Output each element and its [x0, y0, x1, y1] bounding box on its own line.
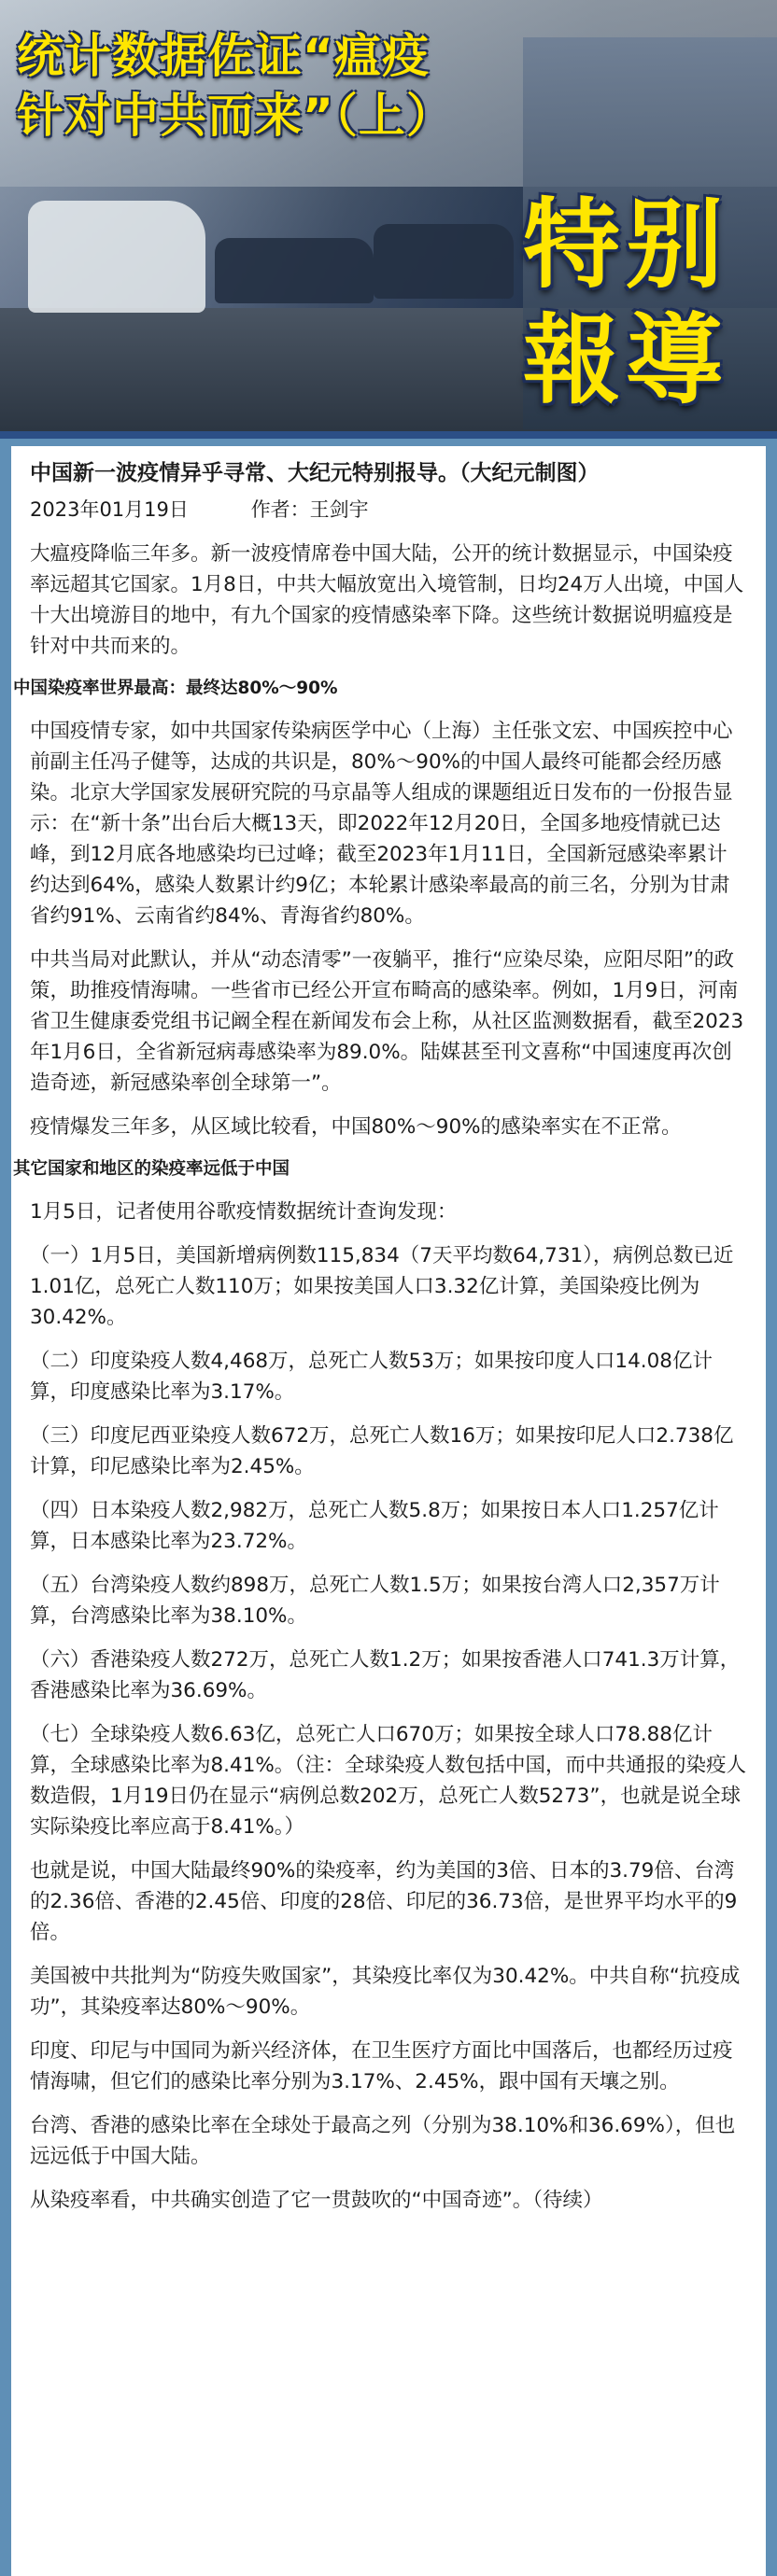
list-item: （四）日本染疫人数2,982万，总死亡人数5.8万；如果按日本人口1.257亿计算，日本感染比率为23.72%。	[30, 1499, 719, 1553]
publish-date: 2023年01月19日	[30, 498, 189, 521]
special-report-line2: 報導	[522, 303, 728, 417]
hero-title-line2: 针对中共而来”（上）	[17, 89, 454, 143]
paragraph: 美国被中共批判为“防疫失败国家”，其染疫比率仅为30.42%。中共自称“抗疫成功”，其染疫率达80%～90%。	[30, 1965, 741, 2019]
list-item: （六）香港染疫人数272万，总死亡人数1.2万；如果按香港人口741.3万计算，香港感染比率为36.69%。	[30, 1648, 741, 1702]
paragraph: 中共当局对此默认，并从“动态清零”一夜躺平，推行“应染尽染，应阳尽阳”的政策，助推疫情海啸。一些省市已经公开宣布畸高的感染率。例如，1月9日，河南省卫生健康委党组书记阚全程在新闻发布会上称，从社区监测数据看，截至2023年1月6日，全省新冠病毒感染率为89.0%。陆媒甚至刊文喜称“中国速度再次创造奇迹，新冠感染率创全球第一”。	[30, 948, 744, 1095]
hero-bottom-bar	[0, 431, 777, 439]
special-report-line1: 特别	[522, 188, 728, 301]
author: 作者：王剑宇	[250, 498, 369, 521]
paragraph: 台湾、香港的感染比率在全球处于最高之列（分别为38.10%和36.69%），但也远远低于中国大陆。	[30, 2114, 736, 2168]
article-body	[11, 446, 766, 2576]
image-caption: 中国新一波疫情异乎寻常、大纪元特别报导。（大纪元制图）	[30, 461, 600, 485]
hero-banner	[0, 0, 777, 439]
paragraph: 从染疫率看，中共确实创造了它一贯鼓吹的“中国奇迹”。（待续）	[30, 2189, 603, 2212]
list-item: （二）印度染疫人数4,468万，总死亡人数53万；如果按印度人口14.08亿计算，印度感染比率为3.17%。	[30, 1350, 713, 1404]
section-heading: 中国染疫率世界最高：最终达80%～90%	[13, 679, 338, 698]
article-meta	[30, 495, 747, 525]
list-item: （七）全球染疫人数6.63亿，总死亡人口670万；如果按全球人口78.88亿计算，全球感染比率为8.41%。（注：全球染疫人数包括中国，而中共通报的染疫人数造假，1月19日仍在显示“病例总数202万，总死亡人数5273”，也就是说全球实际染疫比率应高于8.41%。）	[30, 1723, 747, 1839]
section-heading: 其它国家和地区的染疫率远低于中国	[13, 1159, 290, 1179]
paragraph: 也就是说，中国大陆最终90%的染疫率，约为美国的3倍、日本的3.79倍、台湾的2.36倍、香港的2.45倍、印度的28倍、印尼的36.73倍，是世界平均水平的9倍。	[30, 1859, 738, 1944]
paragraph: 大瘟疫降临三年多。新一波疫情席卷中国大陆，公开的统计数据显示，中国染疫率远超其它国家。1月8日，中共大幅放宽出入境管制，日均24万人出境，中国人十大出境游目的地中，有九个国家的疫情感染率下降。这些统计数据说明瘟疫是针对中共而来的。	[30, 542, 744, 658]
hero-title	[17, 26, 540, 146]
special-report-label	[486, 187, 766, 418]
paragraph: 1月5日，记者使用谷歌疫情数据统计查询发现：	[30, 1200, 458, 1224]
hero-van	[28, 201, 205, 313]
list-item: （三）印度尼西亚染疫人数672万，总死亡人数16万；如果按印尼人口2.738亿计算，印尼感染比率为2.45%。	[30, 1424, 734, 1478]
paragraph: 印度、印尼与中国同为新兴经济体，在卫生医疗方面比中国落后，也都经历过疫情海啸，但它们的感染比率分别为3.17%、2.45%，跟中国有天壤之别。	[30, 2039, 733, 2093]
list-item: （五）台湾染疫人数约898万，总死亡人数1.5万；如果按台湾人口2,357万计算，台湾感染比率为38.10%。	[30, 1574, 720, 1628]
hero-car	[215, 238, 374, 303]
paragraph: 疫情爆发三年多，从区域比较看，中国80%～90%的感染率实在不正常。	[30, 1115, 682, 1139]
list-item: （一）1月5日，美国新增病例数115,834（7天平均数64,731），病例总数已近1.01亿，总死亡人数110万；如果按美国人口3.32亿计算，美国染疫比例为30.42%。	[30, 1244, 734, 1329]
hero-title-line1: 统计数据佐证“瘟疫	[17, 29, 430, 83]
paragraph: 中国疫情专家，如中共国家传染病医学中心（上海）主任张文宏、中国疾控中心前副主任冯子健等，达成的共识是，80%～90%的中国人最终可能都会经历感染。北京大学国家发展研究院的马京晶等人组成的课题组近日发布的一份报告显示：在“新十条”出台后大概13天，即2022年12月20日，全国多地疫情就已达峰，到12月底各地感染均已过峰；截至2023年1月11日，全国新冠感染率累计约达到64%，感染人数累计约9亿；本轮累计感染率最高的前三名，分别为甘肃省约91%、云南省约84%、青海省约80%。	[30, 720, 733, 928]
